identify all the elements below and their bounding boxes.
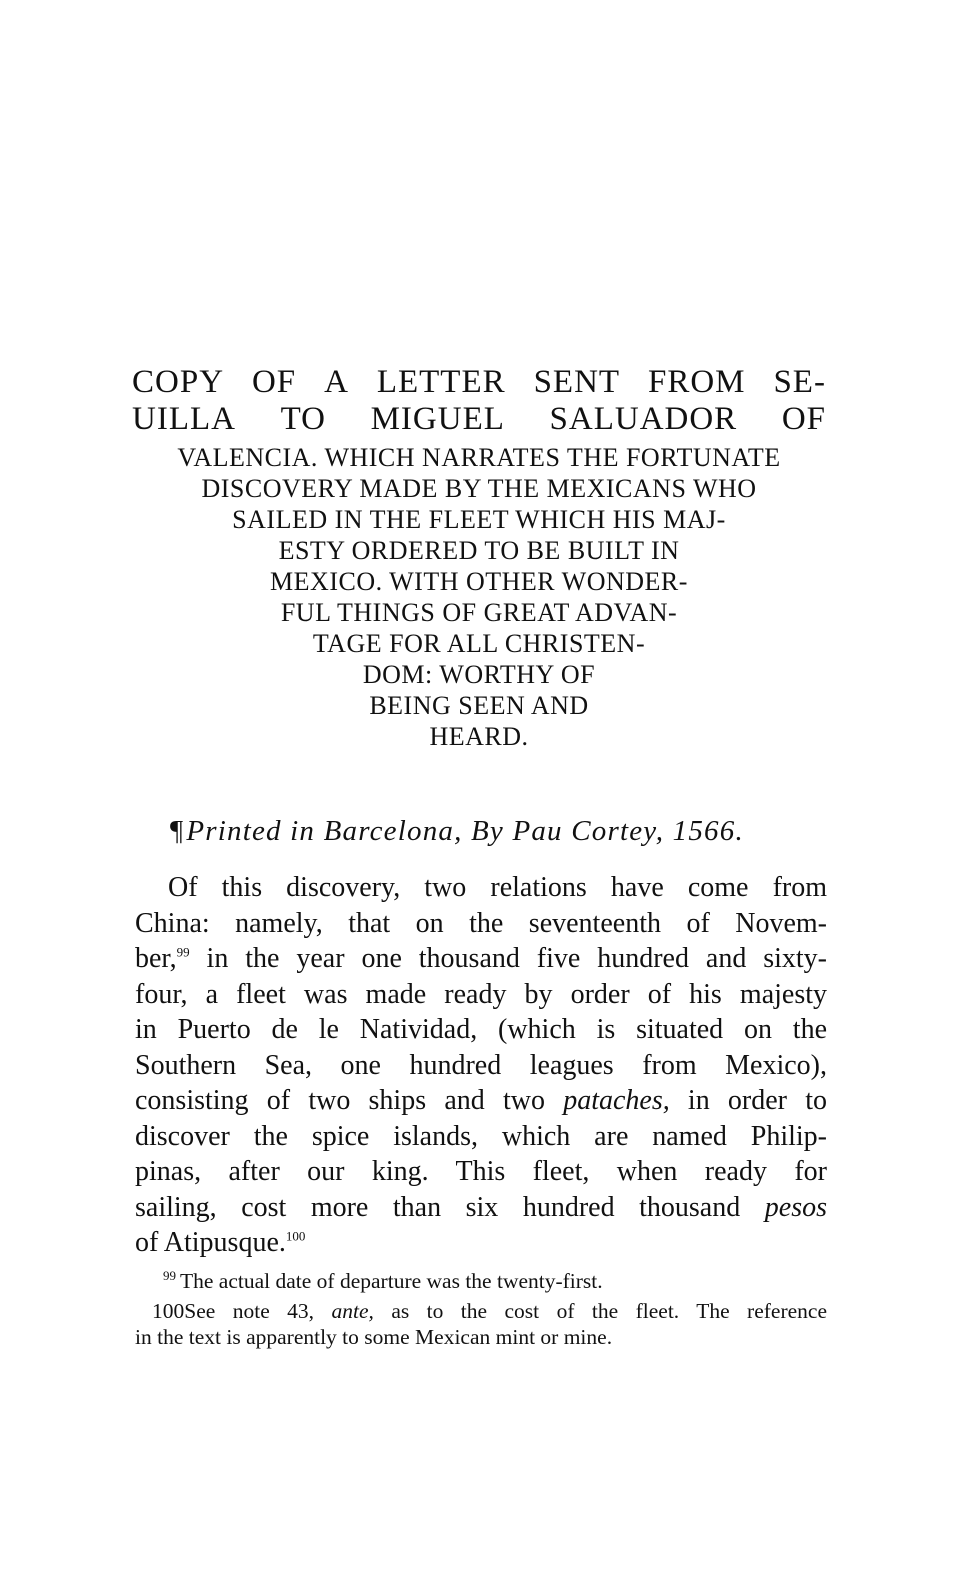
title-line-4: DISCOVERY MADE BY THE MEXICANS WHO [201,474,757,503]
title-word: SENT [533,364,621,400]
body-text-run: of Atipusque. [135,1227,286,1258]
title-line-5: SAILED IN THE FLEET WHICH HIS MAJ- [232,505,726,534]
title-word: FROM [647,364,746,400]
title-word: TO [280,401,326,437]
title-line-8: FUL THINGS OF GREAT ADVAN- [280,598,678,627]
imprint-line [170,815,744,848]
footnote-text: The actual date of departure was the twenty-first. [180,1269,603,1293]
title-line-9: TAGE FOR ALL CHRISTEN- [312,629,646,658]
body-text-run: sailing, cost more than six hundred thousand [135,1191,765,1223]
footnote-number: 99 [163,1267,176,1283]
body-line [135,1225,827,1261]
title-line-10: DOM: WORTHY OF [362,660,596,689]
footnotes [135,1268,827,1350]
footnote-text: as to the cost of the fleet. The reference [373,1299,828,1323]
body-line: Of this discovery, two relations have come from [168,872,827,903]
body-line: in Puerto de le Natividad, (which is situated on the [135,1014,827,1045]
body-line [135,1190,827,1226]
body-line: four, a fleet was made ready by order of his majesty [135,978,827,1010]
italic-term: pataches, [563,1085,670,1116]
footnote-ref-100: 100 [285,1228,306,1244]
pilcrow-mark: ¶ [170,815,185,847]
italic-term: pesos [764,1191,827,1223]
footnote-100-continuation: in the text is apparently to some Mexican mint or mine. [135,1325,613,1349]
chapter-title [132,366,826,752]
footnote-number: 100 [152,1299,185,1323]
body-text-run: ber, [135,943,177,974]
body-text-run: in order to [669,1085,827,1116]
body-text-run: in the year one thousand five hundred and sixty- [189,943,827,974]
body-line: discover the spice islands, which are named Philip- [135,1120,827,1152]
title-word: SE- [773,364,826,400]
body-line [135,1083,827,1119]
body-line [135,941,827,977]
title-word: COPY [132,364,225,400]
title-line-2 [132,403,826,436]
title-word: A [324,364,349,400]
title-line-7: MEXICO. WITH OTHER WONDER- [270,567,688,596]
body-line: Southern Sea, one hundred leagues from Mexico), [135,1049,827,1081]
title-word: OF [781,401,826,437]
body-text-run: consisting of two ships and two [135,1085,564,1116]
body-line: pinas, after our king. This fleet, when ready for [135,1156,827,1187]
body-paragraph [135,870,827,1261]
footnote-100 [135,1298,827,1324]
title-line-3: VALENCIA. WHICH NARRATES THE FORTUNATE [177,443,781,472]
title-word: LETTER [376,364,506,400]
footnote-ref-99: 99 [176,944,190,960]
title-word: SALUADOR [549,401,738,437]
italic-term: ante, [331,1299,374,1323]
title-word: UILLA [132,401,236,437]
title-line-6: ESTY ORDERED TO BE BUILT IN [278,536,680,565]
title-line-11: BEING SEEN AND [369,691,589,720]
body-line: China: namely, that on the seventeenth of Novem- [135,907,827,939]
title-word: MIGUEL [370,401,505,437]
title-line-1 [132,366,826,399]
footnote-99 [135,1268,827,1294]
title-word: OF [251,364,297,400]
title-line-12: HEARD. [429,722,529,751]
footnote-text: See note 43, [184,1299,332,1323]
imprint-text: Printed in Barcelona, By Pau Cortey, 1566. [186,815,744,847]
